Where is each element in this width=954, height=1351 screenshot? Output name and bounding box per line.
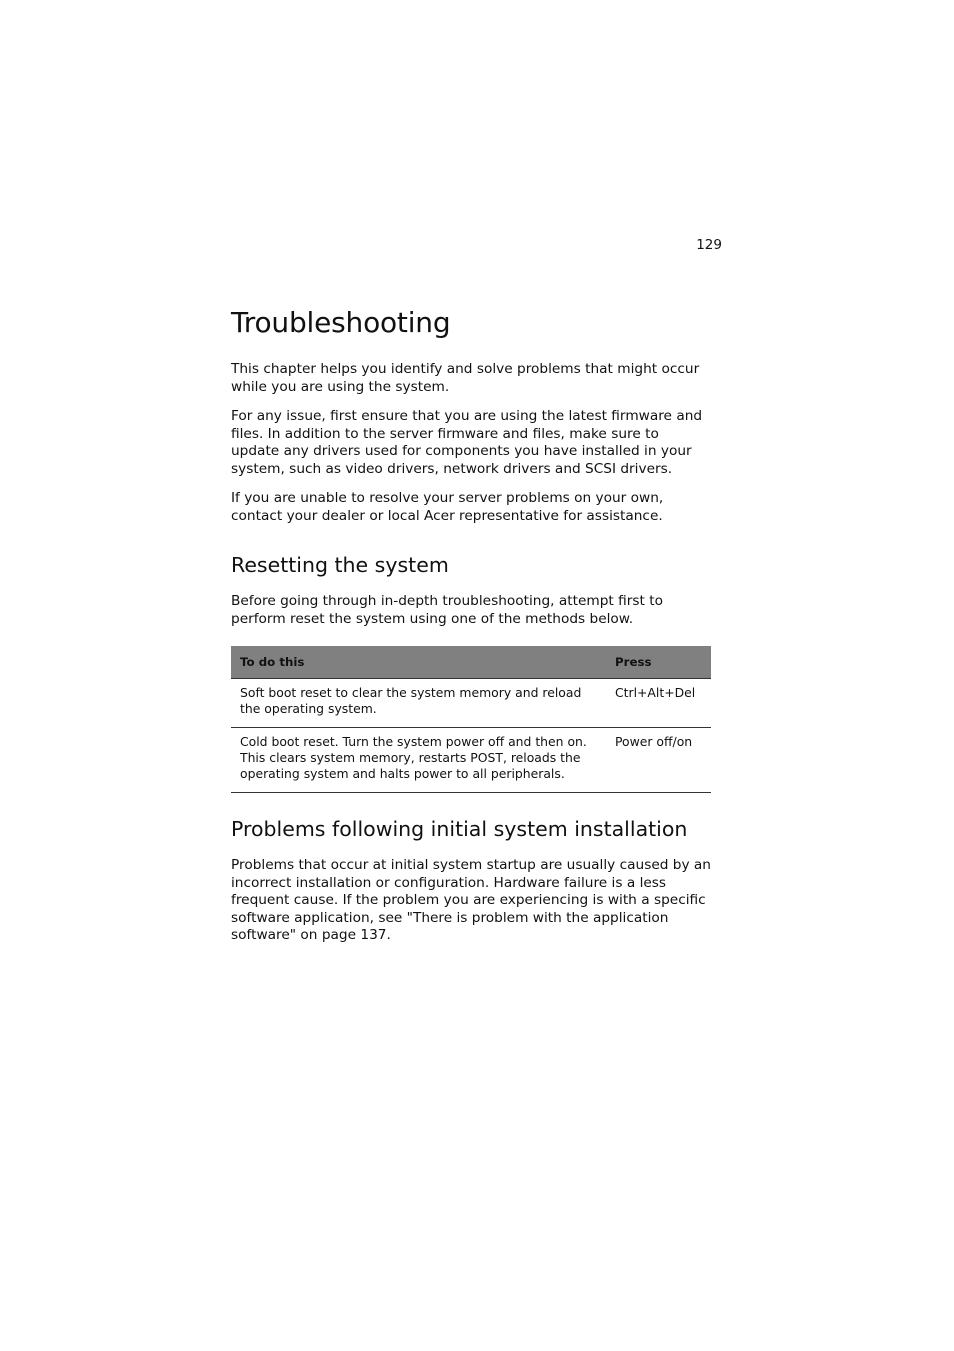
intro-paragraph-2: For any issue, first ensure that you are using the latest firmware and files. In addition to the server firmware and files, make sure to update any drivers used for components you have installed in your system, such as video drivers, network drivers and SCSI drivers. xyxy=(231,408,703,477)
intro-paragraph-3: If you are unable to resolve your server problems on your own, contact your dealer or local Acer representative for assistance. xyxy=(231,490,664,524)
intro-paragraph-1: This chapter helps you identify and solve problems that might occur while you are using the system. xyxy=(231,361,700,395)
table-header-row xyxy=(231,646,711,679)
section-heading-problems: Problems following initial system installation xyxy=(231,817,688,841)
table-cell-action: Cold boot reset. Turn the system power off and then on. This clears system memory, restarts POST, reloads the operating system and halts power to all peripherals. xyxy=(231,728,606,793)
table-header-press: Press xyxy=(606,646,711,679)
table-cell-press: Power off/on xyxy=(606,728,711,793)
chapter-title: Troubleshooting xyxy=(231,306,451,339)
table-cell-press: Ctrl+Alt+Del xyxy=(606,679,711,728)
table-row xyxy=(231,728,711,793)
table-cell-action: Soft boot reset to clear the system memory and reload the operating system. xyxy=(231,679,606,728)
section-heading-resetting: Resetting the system xyxy=(231,553,449,577)
table-header-action: To do this xyxy=(231,646,606,679)
reset-methods-table xyxy=(231,646,711,793)
problems-paragraph: Problems that occur at initial system startup are usually caused by an incorrect installation or configuration. Hardware failure is a less frequent cause. If the problem you are experiencing is with a specific software application, see "There is problem with the application software" on page 137. xyxy=(231,857,711,943)
page-content xyxy=(231,303,711,957)
reset-paragraph: Before going through in-depth troubleshooting, attempt first to perform reset the system using one of the methods below. xyxy=(231,593,663,627)
page-number: 129 xyxy=(696,237,722,253)
table-row xyxy=(231,679,711,728)
